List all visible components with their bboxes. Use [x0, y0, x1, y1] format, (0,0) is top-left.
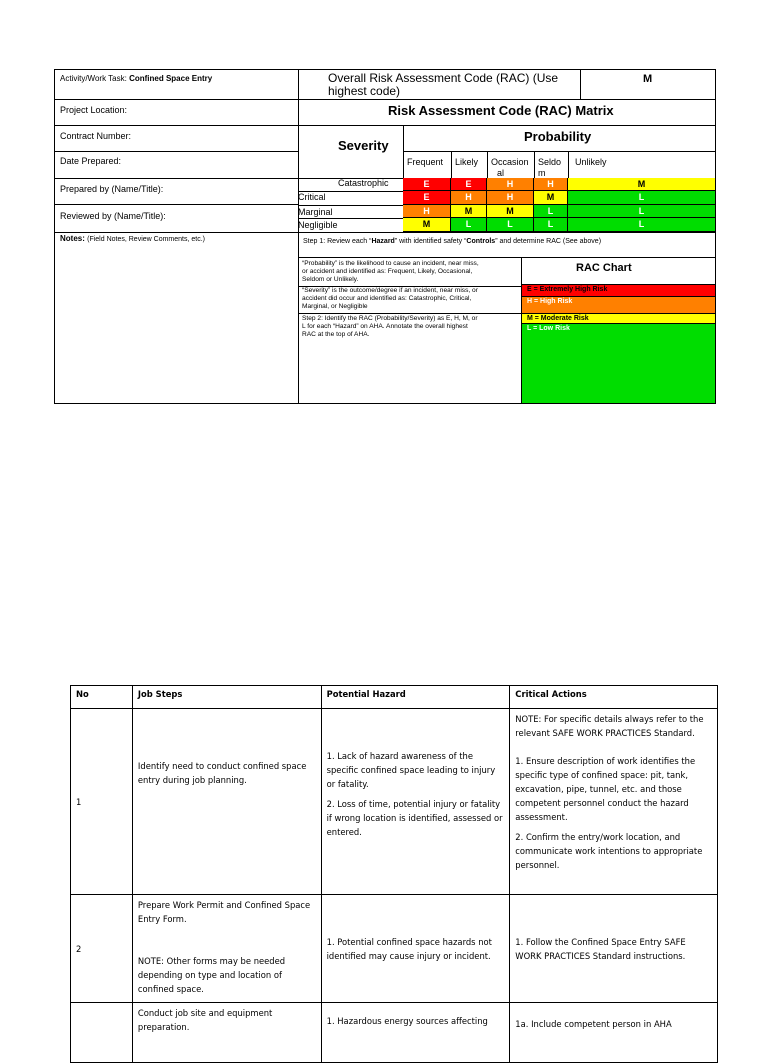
severity-catastrophic: Catastrophic — [338, 178, 389, 188]
step1-text: Step 1: Review each “Hazard” with identified safety “Controls” and determine RAC (See above) — [303, 238, 602, 245]
prob-col-frequent: Frequent — [407, 157, 444, 167]
severity-negligible: Negligible — [298, 220, 338, 230]
table-row — [71, 895, 718, 1003]
rac-cell: L — [534, 205, 568, 218]
table-header-row — [71, 686, 718, 709]
project-location-label: Project Location: — [60, 105, 128, 115]
rac-cell: L — [568, 218, 716, 232]
prob-col-occasional: Occasion al — [491, 157, 529, 178]
table-row — [71, 709, 718, 895]
prob-col-likely: Likely — [455, 157, 479, 167]
rac-cell: M — [534, 191, 568, 205]
rac-cell: E — [403, 191, 451, 205]
rac-cell: L — [568, 191, 716, 205]
probability-definition: “Probability” is the likelihood to cause an incident, near miss, or accident and identified as: Frequent, Likely, Occasional, Seldom or Unlikely. — [302, 260, 479, 283]
col-header-no: No — [71, 686, 133, 709]
job-step-cell: Identify need to conduct confined space entry during job planning. — [132, 709, 321, 895]
rac-legend-extremely-high: E = Extremely High Risk — [522, 285, 715, 297]
actions-cell: 1. Follow the Confined Space Entry SAFE WORK PRACTICES Standard instructions. — [510, 895, 718, 1003]
prob-col-unlikely: Unlikely — [575, 157, 607, 167]
rac-cell: H — [403, 205, 451, 218]
prepared-by-label: Prepared by (Name/Title): — [60, 184, 164, 194]
rac-cell: H — [487, 178, 534, 191]
hazard-cell: 1. Potential confined space hazards not identified may cause injury or incident. — [321, 895, 510, 1003]
rac-cell: E — [451, 178, 487, 191]
severity-heading: Severity — [338, 138, 389, 153]
probability-heading: Probability — [524, 129, 592, 144]
activity-value: Confined Space Entry — [129, 74, 213, 83]
actions-cell: NOTE: For specific details always refer to the relevant SAFE WORK PRACTICES Standard. 1. Ensure description of work identifies the specific type of confined space: pit, tank, excavation, pipe, tunnel, etc. and those competent personnel conduct the hazard assessment. 2. Confirm the entry/work location, and communicate work intentions to appropriate personnel. — [510, 709, 718, 895]
contract-number-label: Contract Number: — [60, 131, 132, 141]
severity-critical: Critical — [298, 192, 326, 202]
row-number — [71, 1003, 133, 1063]
step2-text: Step 2: Identify the RAC (Probability/Severity) as E, H, M, or L for each “Hazard” on AHA. Annotate the overall highest RAC at the top of AHA. — [302, 315, 478, 338]
rac-cell: M — [403, 218, 451, 232]
rac-cell: M — [451, 205, 487, 218]
notes-label: Notes: (Field Notes, Review Comments, etc.) — [60, 234, 205, 243]
rac-cell: L — [487, 218, 534, 232]
hazard-cell: 1. Lack of hazard awareness of the specific confined space leading to injury or fatality. 2. Loss of time, potential injury or fatality if wrong location is identified, assessed or entered. — [321, 709, 510, 895]
severity-definition: “Severity” is the outcome/degree if an incident, near miss, or accident did occur and identified as: Catastrophic, Critical, Marginal, or Negligible — [302, 287, 478, 310]
rac-cell: M — [487, 205, 534, 218]
job-safety-table — [70, 685, 718, 1063]
row-number: 2 — [71, 895, 133, 1003]
prob-col-seldom: Seldo m — [538, 157, 562, 178]
rac-chart-title: RAC Chart — [576, 262, 632, 274]
rac-cell: H — [451, 191, 487, 205]
hazard-cell: 1. Hazardous energy sources affecting — [321, 1003, 510, 1063]
rac-cell: L — [568, 205, 716, 218]
reviewed-by-label: Reviewed by (Name/Title): — [60, 211, 166, 221]
rac-cell: L — [534, 218, 568, 232]
rac-legend-moderate: M = Moderate Risk — [522, 314, 715, 324]
severity-marginal: Marginal — [298, 207, 333, 217]
col-header-potential-hazard: Potential Hazard — [321, 686, 510, 709]
job-step-cell: Conduct job site and equipment preparation. — [132, 1003, 321, 1063]
rac-legend-high: H = High Risk — [522, 297, 715, 314]
rac-cell: L — [451, 218, 487, 232]
activity-label: Activity/Work Task: Confined Space Entry — [60, 74, 213, 83]
matrix-title: Risk Assessment Code (RAC) Matrix — [388, 103, 614, 118]
rac-cell: H — [534, 178, 568, 191]
actions-cell: 1a. Include competent person in AHA — [510, 1003, 718, 1063]
row-number: 1 — [71, 709, 133, 895]
overall-rac-value: M — [643, 73, 653, 85]
job-step-cell: Prepare Work Permit and Confined Space Entry Form. NOTE: Other forms may be needed depending on type and location of confined space. — [132, 895, 321, 1003]
rac-cell: M — [568, 178, 716, 191]
table-row — [71, 1003, 718, 1063]
rac-cell: E — [403, 178, 451, 191]
rac-legend-low: L = Low Risk — [522, 324, 715, 403]
col-header-critical-actions: Critical Actions — [510, 686, 718, 709]
col-header-job-steps: Job Steps — [132, 686, 321, 709]
overall-rac-label: Overall Risk Assessment Code (RAC) (Use highest code) — [328, 71, 559, 98]
rac-cell: H — [487, 191, 534, 205]
date-prepared-label: Date Prepared: — [60, 156, 122, 166]
